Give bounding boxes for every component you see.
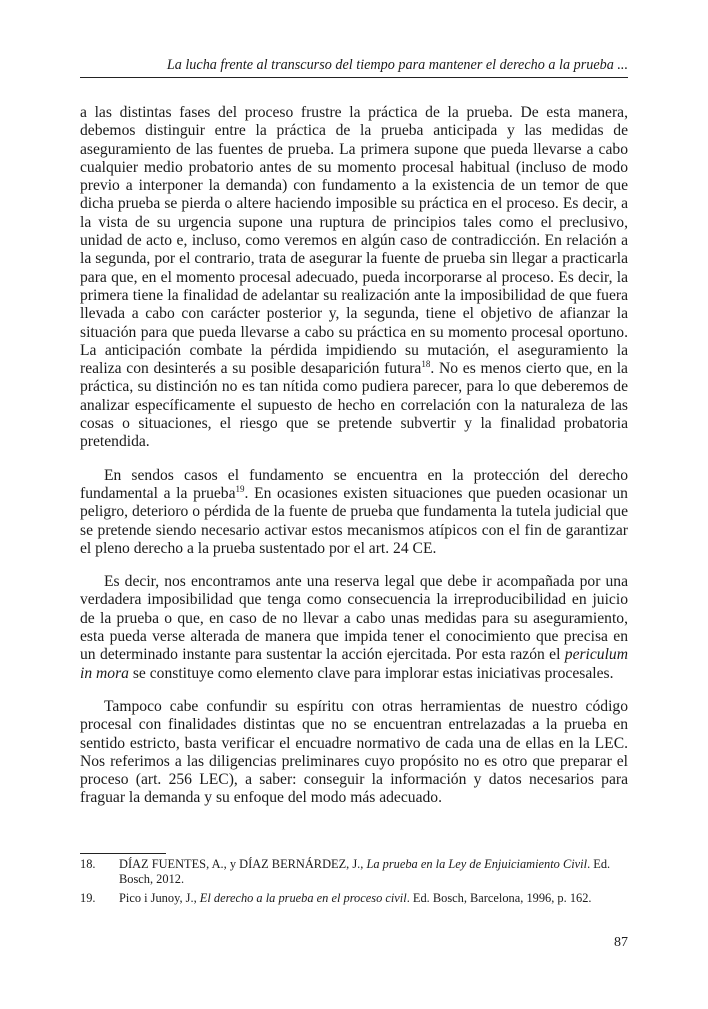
footnote-ref-19[interactable]: 19 <box>235 483 245 494</box>
footnote-title: El derecho a la prueba en el proceso civil <box>199 890 407 905</box>
body-text <box>80 104 628 823</box>
footnote-rule <box>80 853 166 854</box>
footnote-number: 18. <box>80 857 96 871</box>
paragraph-1-text-a: a las distintas fases del proceso frustre la práctica de la prueba. De esta manera, debemos distinguir entre la práctica de la prueba anticipada y las medidas de aseguramiento de las fuentes de prueba. La primera supone que pueda llevarse a cabo cualquier medio probatorio antes de su momento procesal habitual (incluso de modo previo a interponer la demanda) con fundamento a la existencia de un temor de que dicha prueba se pierda o altere haciendo imposible su práctica en el proceso. Es decir, a la vista de su urgencia supone una ruptura de principios tales como el preclusivo, unidad de acto e, incluso, como veremos en algún caso de contradicción. En relación a la segunda, por el contrario, trata de asegurar la fuente de prueba sin llegar a practicarla para que, en el momento procesal adecuado, pueda incorporarse al proceso. Es decir, la primera tiene la finalidad de adelantar su realización ante la imposibilidad de que fuera llevada a cabo con carácter posterior y, la segunda, tiene el objetivo de afianzar la situación para que pueda llevarse a cabo su práctica en su momento procesal oportuno. La anticipación combate la pérdida impidiendo su mutación, el aseguramiento la realiza con desinterés a su posible desaparición futura <box>80 104 628 378</box>
paragraph-2 <box>80 467 628 558</box>
header-rule <box>80 77 628 78</box>
page-number: 87 <box>614 935 628 950</box>
latin-term: periculum in mora <box>80 646 628 682</box>
paragraph-2-text-a: En sendos casos el fundamento se encuentra en la protección del derecho fundamental a la prueba <box>80 466 628 502</box>
paragraph-3-text-a: Es decir, nos encontramos ante una reserva legal que debe ir acompañada por una verdadera imposibilidad que tenga como consecuencia la irreproducibilidad en juicio de la prueba o que, en caso de no llevar a cabo unas medidas para su aseguramiento, esta pueda verse alterada de manera que impida tener el conocimiento que precisa en un determinado instante para sustentar la acción ejercitada. Por esta razón el <box>80 573 628 664</box>
footnote-title: La prueba en la Ley de Enjuiciamiento Civil <box>366 857 588 871</box>
footnote-text-end: . Ed. Bosch, 2012. <box>119 857 611 887</box>
paragraph-1 <box>80 104 628 452</box>
paragraph-1-text-b: . No es menos cierto que, en la práctica, su distinción no es tan nítida como pudiera parecer, para lo que deberemos de analizar específicamente el supuesto de hecho en correlación con la naturaleza de las cosas o situaciones, el riesgo que se pretende subvertir y la finalidad probatoria pretendida. <box>80 360 628 451</box>
footnote-number: 19. <box>80 890 96 905</box>
paragraph-3 <box>80 573 628 683</box>
footnotes <box>80 857 628 909</box>
paragraph-3-text-b: se constituye como elemento clave para implorar estas iniciativas procesales. <box>128 664 614 682</box>
footnote-text-end: . Ed. Bosch, Barcelona, 1996, p. 162. <box>406 890 592 905</box>
footnote-18 <box>80 857 628 888</box>
footnote-text: DÍAZ FUENTES, A., y DÍAZ BERNÁRDEZ, J., <box>119 857 367 871</box>
running-header: La lucha frente al transcurso del tiempo para mantener el derecho a la prueba ... <box>166 57 628 73</box>
footnote-text: Pico i Junoy, J., <box>119 890 200 905</box>
paragraph-4: Tampoco cabe confundir su espíritu con otras herramientas de nuestro código procesal con finalidades distintas que no se encuentran entrelazadas a la prueba en sentido estricto, basta verificar el encuadre normativo de cada una de ellas en la LEC. Nos referimos a las diligencias preliminares cuyo propósito no es otro que preparar el proceso (art. 256 LEC), a saber: conseguir la información y datos necesarios para fraguar la demanda y su enfoque del modo más adecuado. <box>80 697 628 807</box>
footnote-ref-18[interactable]: 18 <box>421 359 431 370</box>
paragraph-2-text-b: . En ocasiones existen situaciones que pueden ocasionar un peligro, deterioro o pérdida de la fuente de prueba que fundamenta la tutela judicial que se pretende siendo necesario activar estos mecanismos atípicos con el fin de garantizar el pleno derecho a la prueba sustentado por el art. 24 CE. <box>80 484 628 557</box>
footnote-19 <box>80 891 628 906</box>
